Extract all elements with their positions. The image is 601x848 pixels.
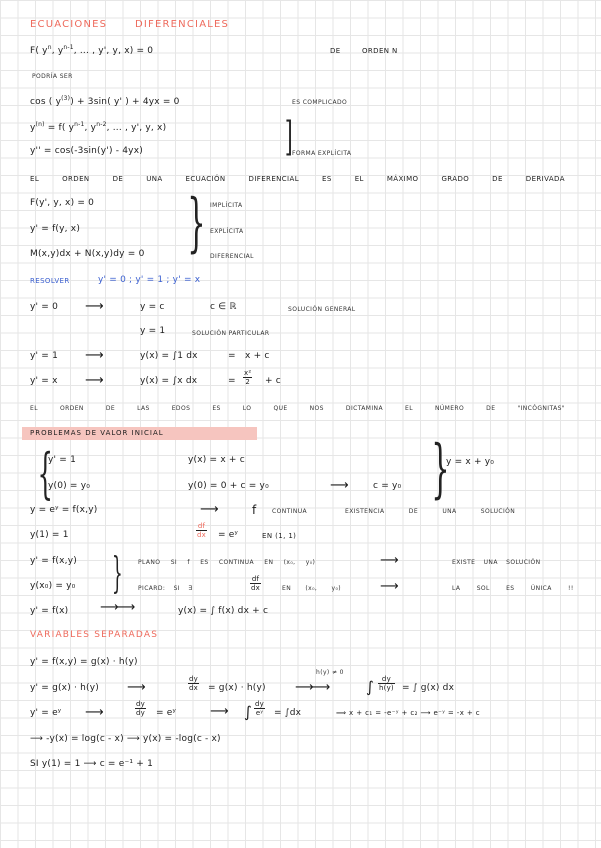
form-explicit-label: EXPLÍCITA [210, 228, 244, 235]
pvi-right-brace: } [431, 432, 450, 506]
form-differential-expr: M(x,y)dx + N(x,y)dy = 0 [30, 249, 145, 259]
resolver-label: RESOLVER [30, 277, 70, 285]
r4-lhs: y' = x [30, 376, 58, 386]
form-differential-label: DIFERENCIAL [210, 253, 254, 260]
r4-eq: = [228, 376, 236, 386]
thm-c1: y' = f(x) [30, 606, 69, 616]
title-left: ECUACIONES [30, 19, 108, 30]
vs-l4: ⟶ -y(x) = log(c - x) ⟶ y(x) = -log(c - x) [30, 734, 221, 744]
complicated-eq: cos ( $y^{(3)}) + 3\sin$( y' ) + 4yx = 0 [30, 95, 180, 107]
ex-arrow: ⟶ [200, 502, 219, 517]
thm-b1: PLANO SI f ES CONTINUA EN (x₀, y₀) [138, 559, 316, 566]
vs-d2: $\frac{dy}{h(y)}$ [379, 675, 394, 692]
form-implicit-label: IMPLÍCITA [210, 202, 243, 209]
vs-l2-arrow2: ⟶⟶ [295, 680, 329, 695]
ex-eq: = eʸ [218, 530, 239, 540]
general-form: F( $y^n$, $y^{n-1}$, ... , y', y, x) = 0 [30, 44, 154, 56]
ex-l1: y = eʸ = f(x,y) [30, 505, 98, 515]
ex-f: f [252, 503, 257, 517]
r3-rhs: y(x) = ∫1 dx [140, 351, 198, 361]
r3-res: x + c [245, 351, 270, 361]
thm-c1-arrow: ⟶⟶ [100, 600, 134, 615]
ex-en: EN (1, 1) [262, 532, 297, 540]
vs-l3e: ⟹ x + c₁ = -e⁻ʸ + c₂ ⟶ e⁻ʸ = -x + c [336, 709, 481, 717]
vs-l2-arrow1: ⟶ [127, 680, 146, 695]
vs-d1: $\frac{dy}{dx}$ [189, 675, 198, 692]
order-definition: EL ORDEN DE UNA ECUACIÓN DIFERENCIAL ES EL MÁXIMO GRADO DE DERIVADA [30, 175, 565, 183]
pvi-arrow: ⟶ [330, 478, 349, 493]
thm-a1: y' = f(x,y) [30, 556, 77, 566]
order-label-de: DE [330, 47, 341, 55]
pvi-s1: y(x) = x + c [188, 455, 245, 465]
r1-cond: c ∈ ℝ [210, 302, 237, 312]
pvi-s2: y(0) = 0 + c = y₀ [188, 481, 269, 491]
explicit-note: FORMA EXPLÍCITA [292, 150, 352, 157]
pvi-eq2: y(0) = y₀ [48, 481, 91, 491]
pvi-title: PROBLEMAS DE VALOR INICIAL [30, 429, 164, 437]
explicit-nth: $y^{(n)} = f$( $y^{n-1}$, $y^{n-2}$, ... , y', y, x) [30, 121, 167, 133]
form-implicit-expr: F(y', y, x) = 0 [30, 198, 95, 208]
explicit-example: y'' = cos(-3sin(y') - 4yx) [30, 146, 143, 156]
complicated-note: ES COMPLICADO [292, 99, 348, 106]
vs-l3-arrow: ⟶ [85, 705, 104, 720]
thm-a2: y(x₀) = y₀ [30, 581, 76, 591]
vs-l3b: = eʸ [156, 708, 177, 718]
vs-l3-arrow2: ⟶ [210, 704, 229, 719]
thm-b2m: EN (x₀, y₀) [282, 585, 341, 592]
thm-b2: PICARD: SI ∃ [138, 585, 193, 592]
r4-rhs: y(x) = ∫x dx [140, 376, 198, 386]
r3-lhs: y' = 1 [30, 351, 58, 361]
ex-exist: EXISTENCIA DE UNA SOLUCIÓN [345, 508, 516, 515]
vs-d3: $\frac{dy}{dy}$ [136, 700, 145, 717]
r4-arrow: ⟶ [85, 373, 104, 388]
resolver-eqs: y' = 0 ; y' = 1 ; y' = x [98, 275, 201, 285]
bracket-right: ] [284, 114, 293, 160]
r1-arrow: ⟶ [85, 299, 104, 314]
podria-ser: PODRÍA SER [32, 73, 73, 80]
r1-lhs: y' = 0 [30, 302, 58, 312]
r1-rhs: y = c [140, 302, 165, 312]
r2-note: SOLUCIÓN PARTICULAR [192, 330, 270, 337]
thm-b2r: LA SOL ES ÚNICA !! [452, 585, 574, 592]
ex-cont: CONTINUA [272, 508, 308, 515]
vs-d4: $\frac{dy}{\text{eʸ}}$ [255, 700, 264, 717]
vs-l2a: y' = g(x) · h(y) [30, 683, 99, 693]
thm-b2-arrow: ⟶ [380, 579, 399, 594]
thm-c1r: y(x) = ∫ f(x) dx + c [178, 606, 269, 616]
forms-brace: } [187, 186, 206, 260]
vs-l2b: = g(x) · h(y) [208, 683, 266, 693]
thm-brace: } [112, 548, 123, 597]
thm-b1-arrow: ⟶ [380, 553, 399, 568]
vs-l3d: = ∫dx [274, 708, 302, 718]
vs-l1: y' = f(x,y) = g(x) · h(y) [30, 657, 138, 667]
r4-fraction: $\frac{\text{x²}}{2}$ [244, 369, 252, 386]
vs-l3c: ∫ [244, 703, 253, 721]
r2-rhs: y = 1 [140, 326, 166, 336]
r1-note: SOLUCIÓN GENERAL [288, 306, 356, 313]
form-explicit-expr: y' = f(y, x) [30, 224, 81, 234]
thm-b1r: EXISTE UNA SOLUCIÓN [452, 559, 541, 566]
vs-l5: SI y(1) = 1 ⟶ c = e⁻¹ + 1 [30, 759, 154, 769]
pvi-c: c = y₀ [373, 481, 402, 491]
order-label-n: ORDEN N [362, 47, 398, 55]
vs-title: VARIABLES SEPARADAS [30, 630, 159, 640]
vs-l3a: y' = eʸ [30, 708, 62, 718]
vs-cond: h(y) ≠ 0 [316, 669, 344, 676]
ex-deriv: $\frac{df}{dx}$ [197, 522, 206, 539]
r4-tail: + c [265, 376, 281, 386]
r3-arrow: ⟶ [85, 348, 104, 363]
ex-l2: y(1) = 1 [30, 530, 69, 540]
title-right: DIFERENCIALES [135, 19, 230, 30]
edo-order-note: EL ORDEN DE LAS EDOS ES LO QUE NOS DICTAMINA EL NÚMERO DE "INCÓGNITAS" [30, 405, 565, 412]
thm-deriv: $\frac{df}{dx}$ [251, 575, 260, 592]
vs-l2d: = ∫ g(x) dx [402, 683, 455, 693]
pvi-result: y = x + y₀ [446, 457, 495, 467]
pvi-eq1: y' = 1 [48, 455, 76, 465]
vs-l2c: ∫ [366, 678, 375, 696]
pvi-left-brace: { [37, 442, 53, 505]
r3-eq: = [228, 351, 236, 361]
